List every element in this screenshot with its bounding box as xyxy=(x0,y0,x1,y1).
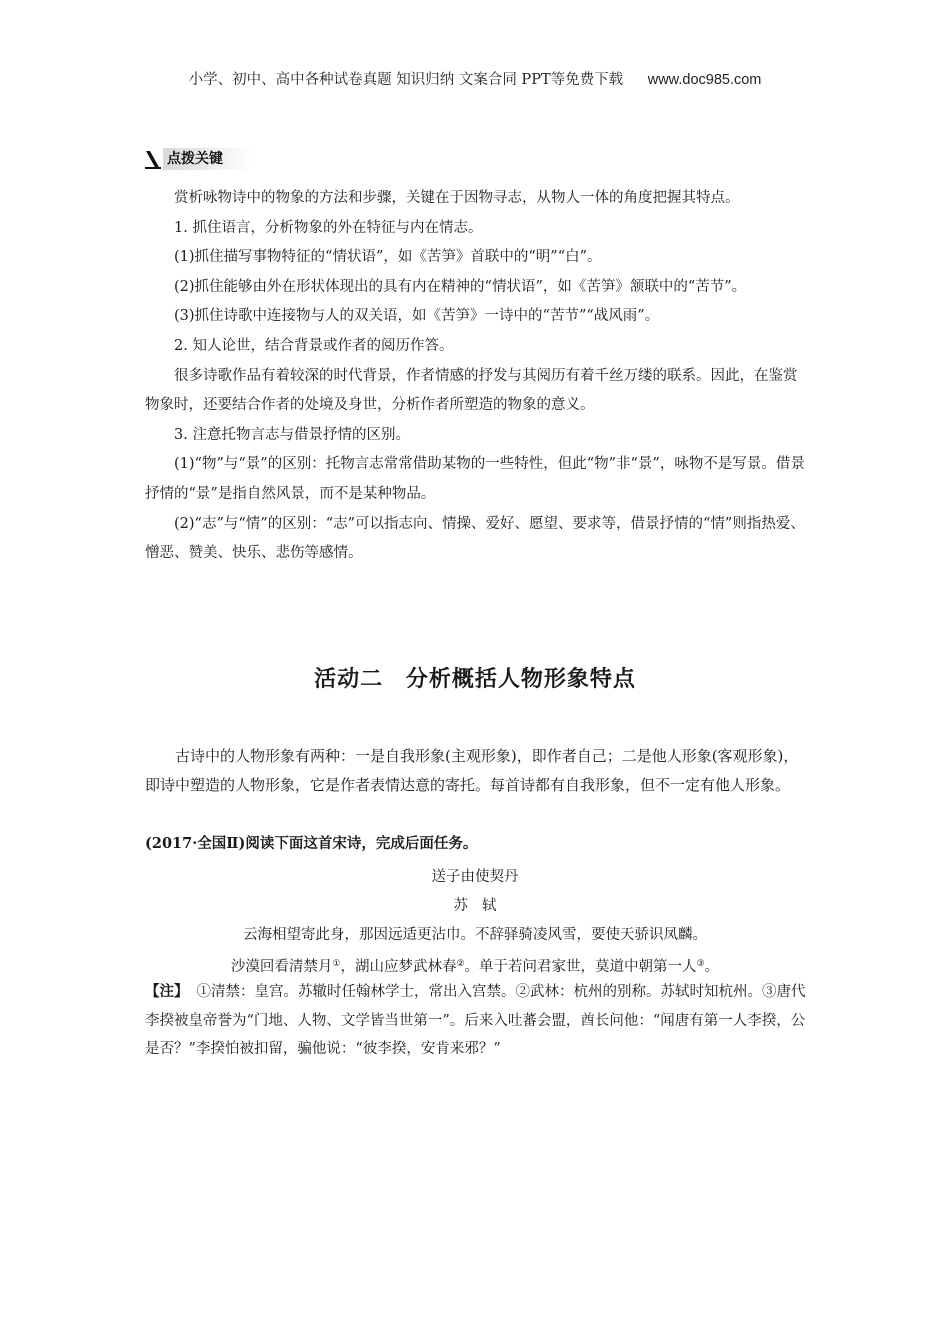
tips-point-2-body: 很多诗歌作品有着较深的时代背景，作者情感的抒发与其阅历有着千丝万缕的联系。因此，在鉴赏物象时，还要结合作者的处境及身世，分析作者所塑造的物象的意义。 xyxy=(145,367,798,414)
tips-point-1: 1. 抓住语言，分析物象的外在特征与内在情志。 xyxy=(174,219,483,236)
page-header xyxy=(0,68,950,89)
tips-point-3a: (1)“物”与“景”的区别：托物言志常常借助某物的一些特性，但此“物”非“景”，咏物不是写景。借景抒情的“景”是指自然风景，而不是某种物品。 xyxy=(145,456,805,502)
poem-title: 送子由使契丹 xyxy=(431,869,519,885)
poem-notes xyxy=(145,978,810,1064)
poem-line-2-part-c: 。单于若问君家世，莫道中朝第一人 xyxy=(464,959,697,975)
tips-intro: 赏析咏物诗中的物象的方法和步骤，关键在于因物寻志，从物人一体的角度把握其特点。 xyxy=(174,190,740,206)
tips-point-1c: (3)抓住诗歌中连接物与人的双关语，如《苦笋》一诗中的“苦节”“战风雨”。 xyxy=(174,308,660,325)
poem-line-1: 云海相望寄此身，那因远适更沾巾。不辞驿骑凌风雪，要使天骄识凤麟。 xyxy=(243,927,707,943)
header-text: 小学、初中、高中各种试卷真题 知识归纳 文案合同 PPT等免费下载 xyxy=(188,72,624,88)
tips-badge xyxy=(145,148,257,170)
tips-point-1a: (1)抓住描写事物特征的“情状语”，如《苦笋》首联中的“明”“白”。 xyxy=(174,249,602,266)
poem-author: 苏轼 xyxy=(453,898,511,914)
poem-line-2-part-b: ，湖山应梦武林春 xyxy=(340,959,457,975)
activity-title: 活动二 分析概括人物形象特点 xyxy=(314,667,636,692)
activity-section xyxy=(145,742,810,799)
tips-point-3b: (2)“志”与“情”的区别：“志”可以指志向、情操、爱好、愿望、要求等，借景抒情的“情”则指热爱、憎恶、赞美、快乐、悲伤等感情。 xyxy=(145,515,805,562)
header-site-link[interactable]: www.doc985.com xyxy=(647,72,762,88)
slash-marker-icon xyxy=(145,149,161,169)
activity-intro: 古诗中的人物形象有两种：一是自我形象(主观形象)，即作者自己；二是他人形象(客观形象)，即诗中塑造的人物形象，它是作者表情达意的寄托。每首诗都有自我形象，但不一定有他人形象。 xyxy=(145,747,799,794)
tips-point-1b: (2)抓住能够由外在形状体现出的具有内在精神的“情状语”，如《苦笋》颔联中的“苦节”。 xyxy=(174,278,747,295)
footnote-ref-1: ① xyxy=(332,959,341,969)
notes-text: ①清禁：皇宫。苏辙时任翰林学士，常出入宫禁。②武林：杭州的别称。苏轼时知杭州。③唐代李揆被皇帝誉为“门地、人物、文学皆当世第一”。后来入吐蕃会盟，酋长问他：“闻唐有第一人李揆，公是否？”李揆怕被扣留，骗他说：“彼李揆，安肯来邪？” xyxy=(145,984,806,1057)
exercise-source: (2017·全国Ⅱ)阅读下面这首宋诗，完成后面任务。 xyxy=(145,835,478,852)
poem-line-2-part-a: 沙漠回看清禁月 xyxy=(230,959,333,975)
notes-label: 【注】 xyxy=(145,983,189,1000)
tips-section xyxy=(145,184,810,569)
tips-point-3: 3. 注意托物言志与借景抒情的区别。 xyxy=(174,426,410,443)
footnote-ref-3: ③ xyxy=(696,959,705,969)
tips-point-2: 2. 知人论世，结合背景或作者的阅历作答。 xyxy=(174,337,454,354)
poem xyxy=(0,863,950,982)
footnote-ref-2: ② xyxy=(456,959,465,969)
tips-badge-label: 点拨关键 xyxy=(163,148,253,170)
notes-body xyxy=(145,978,810,1064)
poem-line-2-part-d: 。 xyxy=(704,959,720,975)
